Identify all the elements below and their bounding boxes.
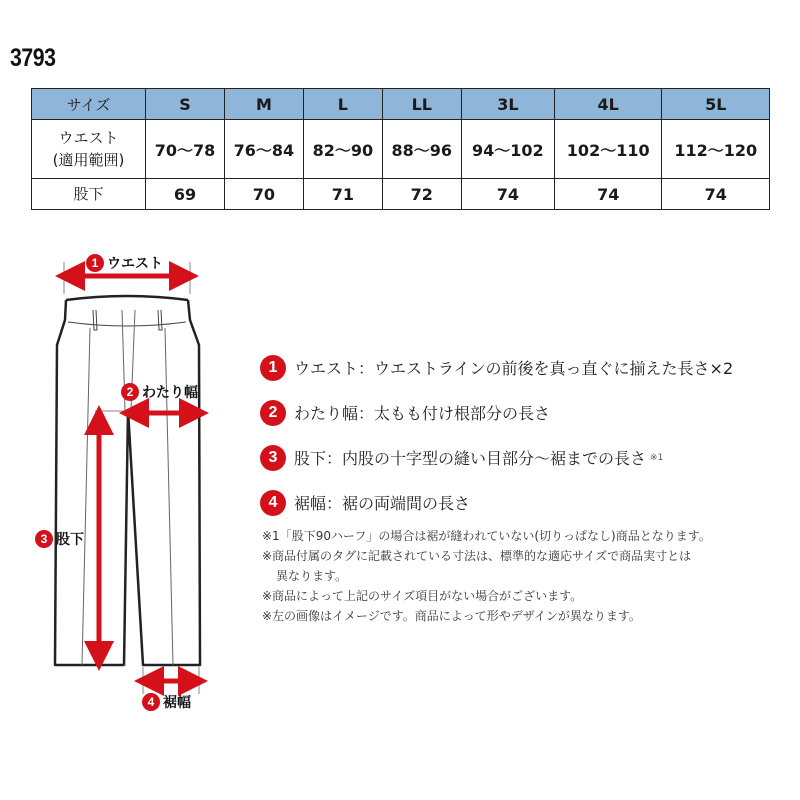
- note-line: 異なります。: [276, 569, 348, 583]
- diagram-label-thigh: [121, 382, 198, 402]
- inseam-row: [32, 179, 770, 210]
- inseam-cell: 74: [662, 179, 770, 210]
- size-header-cell: M: [224, 89, 303, 120]
- inseam-cell: 74: [554, 179, 662, 210]
- legend-term: 裾幅: [294, 494, 327, 513]
- waist-cell: 102〜110: [554, 120, 662, 179]
- size-table: [31, 88, 770, 210]
- legend-term: 股下: [294, 449, 327, 468]
- diagram-label-text: わたり幅: [142, 385, 198, 401]
- waist-cell: 70〜78: [146, 120, 225, 179]
- size-header-label: サイズ: [32, 89, 146, 120]
- waist-cell: 94〜102: [461, 120, 554, 179]
- note-line: ※左の画像はイメージです。商品によって形やデザインが異なります。: [262, 609, 641, 623]
- inseam-row-label: 股下: [32, 179, 146, 210]
- product-code: 3793: [10, 44, 56, 72]
- footnote-marker: ※1: [650, 452, 664, 463]
- waist-cell: 76〜84: [224, 120, 303, 179]
- measurement-legend: [260, 345, 790, 525]
- legend-term: わたり幅: [294, 404, 359, 423]
- size-header-cell: L: [303, 89, 382, 120]
- number-badge-2: 2: [260, 400, 286, 426]
- number-badge-3: 3: [260, 445, 286, 471]
- note-line: ※1「股下90ハーフ」の場合は裾が縫われていない(切りっぱなし)商品となります。: [262, 529, 711, 543]
- number-badge-2: 2: [121, 383, 139, 401]
- number-badge-1: 1: [86, 254, 104, 272]
- legend-item-thigh: [260, 390, 790, 435]
- size-header-cell: S: [146, 89, 225, 120]
- size-header-cell: 5L: [662, 89, 770, 120]
- inseam-cell: 74: [461, 179, 554, 210]
- number-badge-3: 3: [35, 530, 53, 548]
- waist-row: [32, 120, 770, 179]
- legend-item-hem: [260, 480, 790, 525]
- waist-cell: 88〜96: [382, 120, 461, 179]
- diagram-label-text: 裾幅: [163, 695, 191, 711]
- size-header-row: [32, 89, 770, 120]
- size-header-cell: 3L: [461, 89, 554, 120]
- number-badge-4: 4: [142, 693, 160, 711]
- waist-cell: 112〜120: [662, 120, 770, 179]
- diagram-label-waist: [86, 253, 163, 273]
- inseam-cell: 71: [303, 179, 382, 210]
- legend-item-waist: [260, 345, 790, 390]
- size-header-cell: 4L: [554, 89, 662, 120]
- waist-row-label: [32, 120, 146, 179]
- legend-term: ウエスト: [294, 359, 359, 378]
- number-badge-1: 1: [260, 355, 286, 381]
- waist-label: ウエスト: [58, 129, 119, 147]
- legend-item-inseam: [260, 435, 790, 480]
- diagram-label-text: 股下: [56, 532, 84, 548]
- inseam-cell: 70: [224, 179, 303, 210]
- diagram-label-inseam: [35, 529, 84, 549]
- legend-desc: ：内股の十字型の縫い目部分〜裾までの長さ: [326, 449, 647, 468]
- diagram-label-text: ウエスト: [107, 256, 163, 272]
- diagram-label-hem: [142, 692, 191, 712]
- number-badge-4: 4: [260, 490, 286, 516]
- waist-range-label: (適用範囲): [52, 151, 125, 169]
- waist-cell: 82〜90: [303, 120, 382, 179]
- legend-desc: ：太もも付け根部分の長さ: [358, 404, 551, 423]
- legend-desc: ：ウエストラインの前後を真っ直ぐに揃えた長さ×2: [358, 359, 734, 378]
- pants-diagram: [0, 240, 250, 720]
- notes: [262, 526, 792, 626]
- pants-outline-icon: [0, 240, 250, 720]
- inseam-cell: 72: [382, 179, 461, 210]
- note-line: ※商品によって上記のサイズ項目がない場合がございます。: [262, 589, 583, 603]
- note-line: ※商品付属のタグに記載されている寸法は、標準的な適応サイズで商品実寸とは: [262, 549, 692, 563]
- inseam-cell: 69: [146, 179, 225, 210]
- legend-desc: ：裾の両端間の長さ: [326, 494, 471, 513]
- size-header-cell: LL: [382, 89, 461, 120]
